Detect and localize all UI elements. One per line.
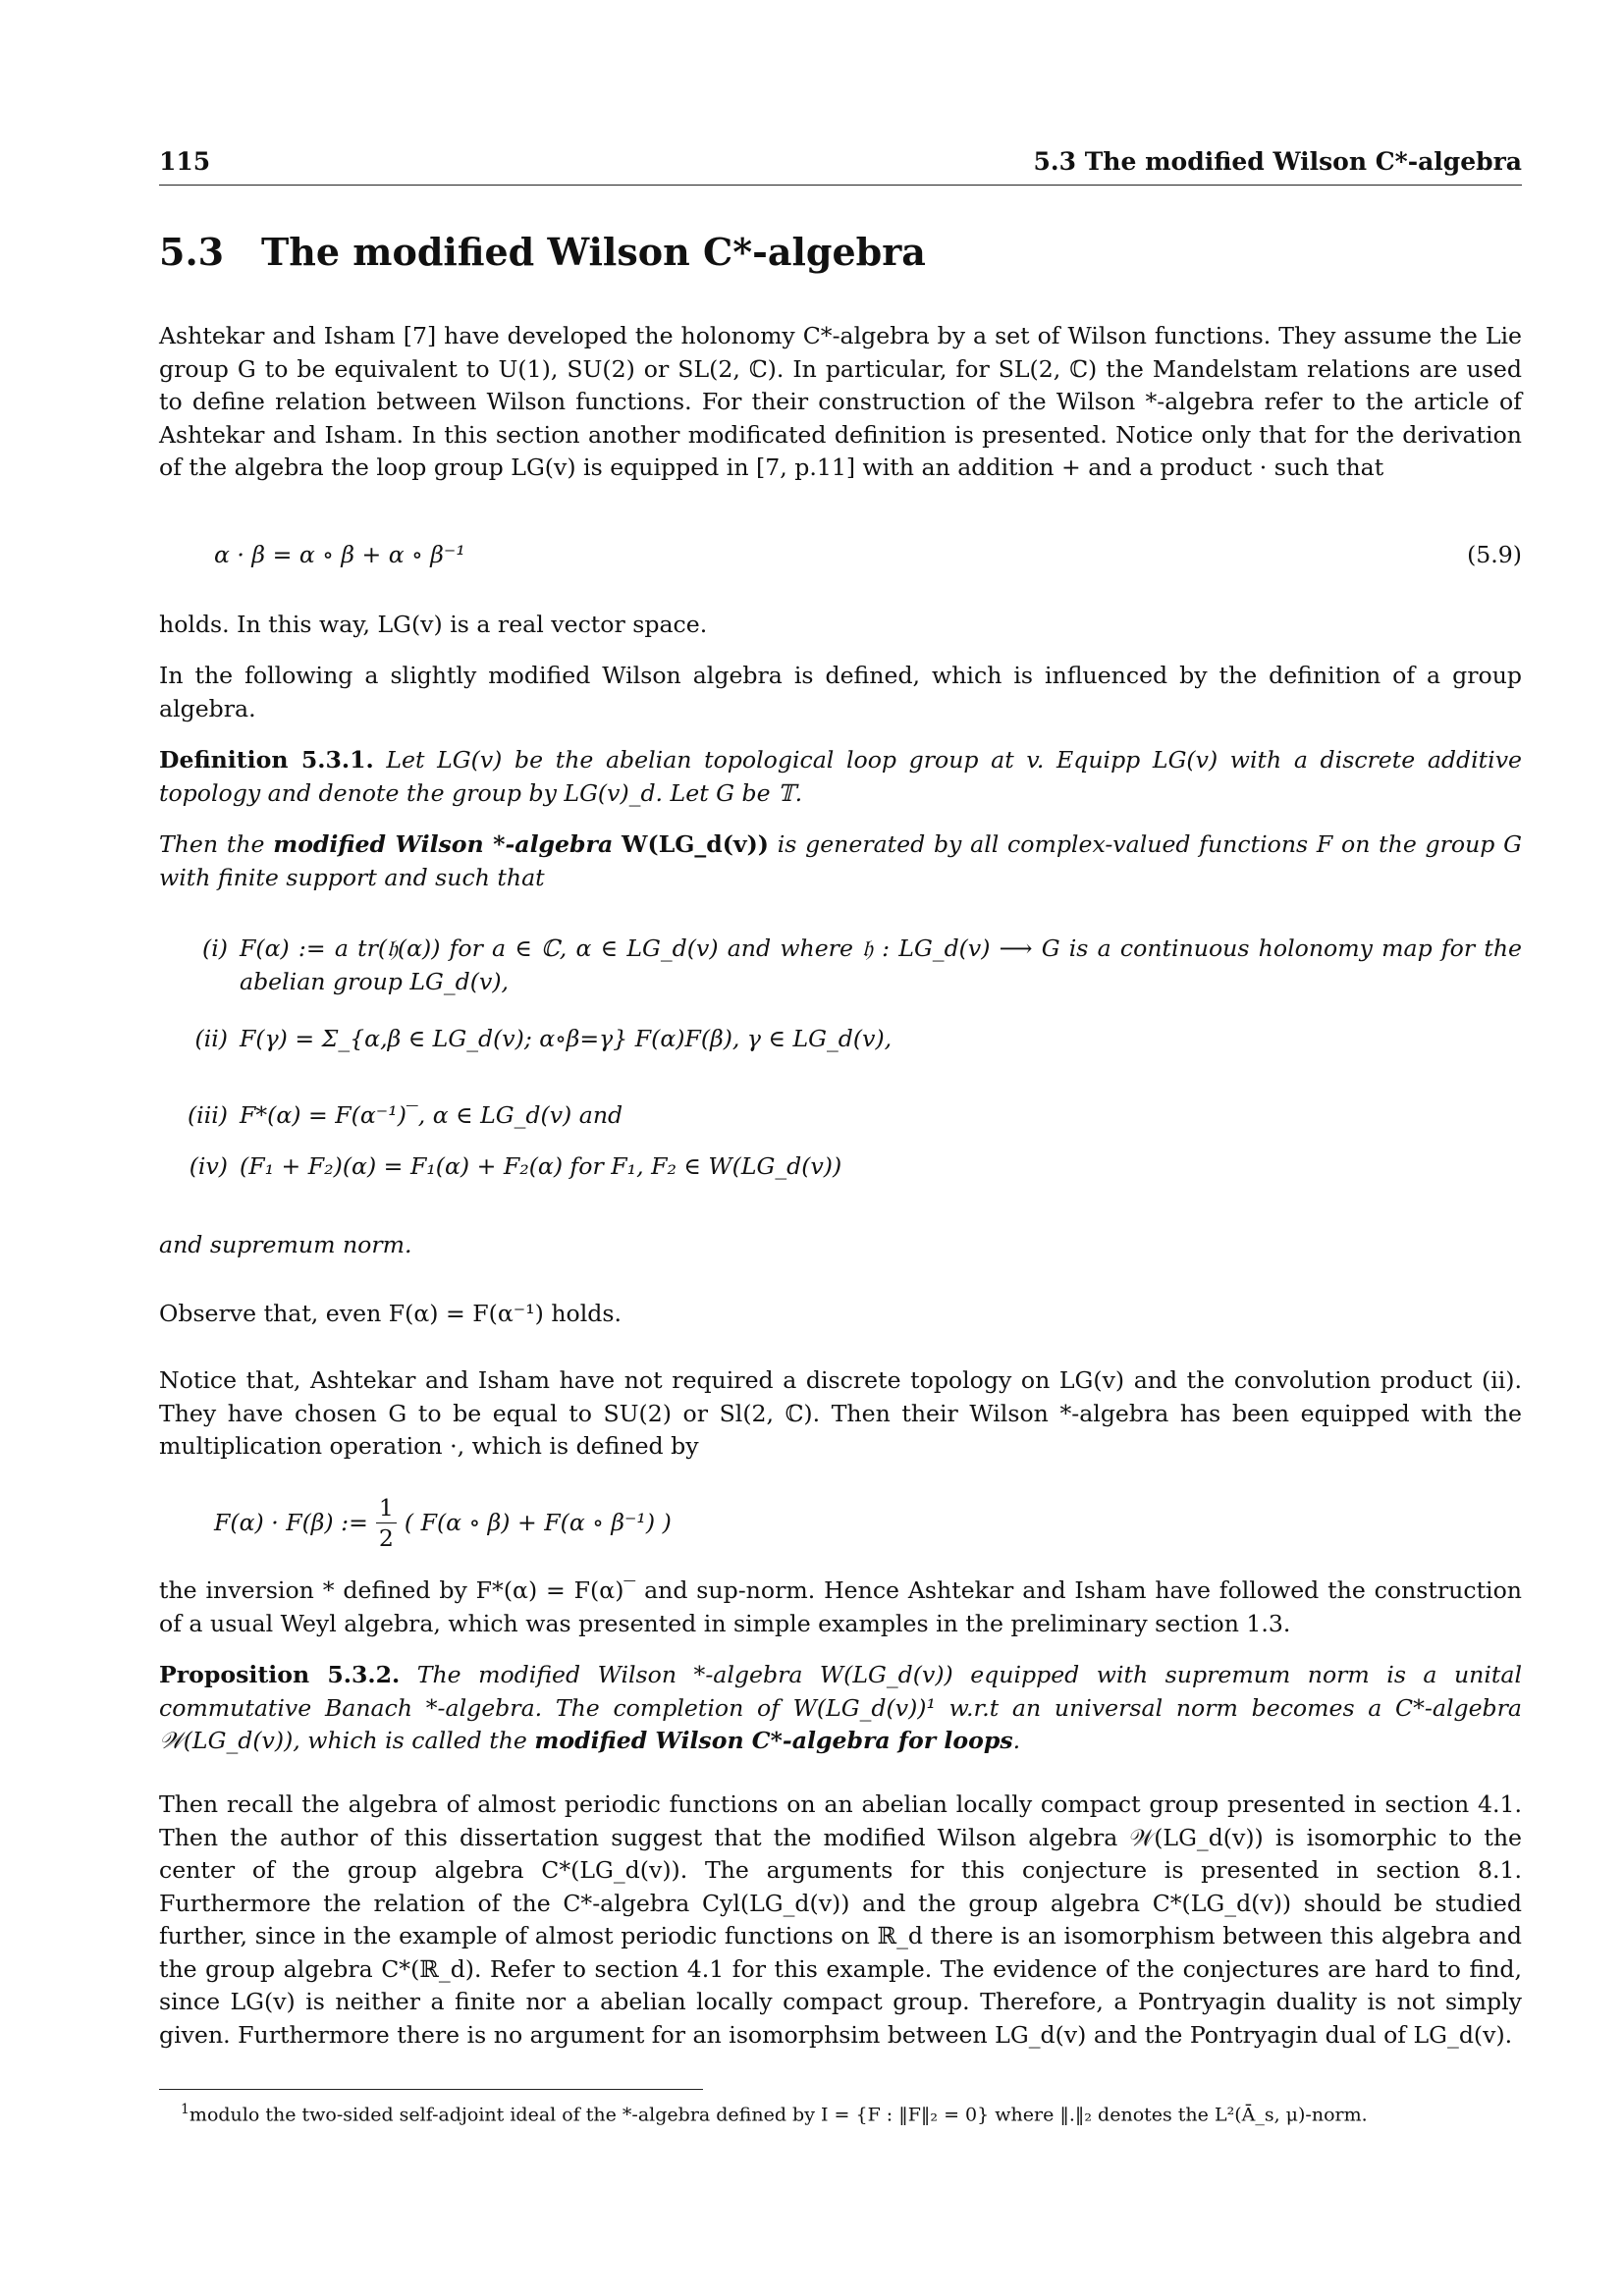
footnote-text: modulo the two-sided self-adjoint ideal of the *-algebra defined by I = {F : ‖F‖₂ = 0} where ‖.‖₂ denotes the L²(Ā_s, μ)-norm. <box>189 2104 1368 2126</box>
definition-item <box>159 1150 1522 1184</box>
frac-numerator: 1 <box>376 1493 397 1523</box>
definition-then-suffix: is generated by all complex-valued functions F on the group G with finite support and such that <box>159 830 1523 891</box>
frac-denominator: 2 <box>378 1523 394 1552</box>
item-label: (ii) <box>194 1025 228 1052</box>
observe-paragraph: Observe that, even F(α) = F(α⁻¹) holds. <box>159 1300 623 1327</box>
item-text: F(γ) = Σ_{α,β ∈ LG_d(v); α∘β=γ} F(α)F(β), γ ∈ LG_d(v), <box>240 1025 893 1052</box>
proposition-label: Proposition 5.3.2. <box>159 1661 401 1688</box>
definition-item <box>159 1023 1522 1056</box>
running-title: 5.3 The modified Wilson C*-algebra <box>1033 147 1522 176</box>
mult-rhs: ( F(α ∘ β) + F(α ∘ β⁻¹) ) <box>404 1509 672 1536</box>
definition-then <box>159 828 1522 894</box>
running-head <box>159 147 1522 177</box>
one-half-fraction <box>376 1493 397 1553</box>
item-text: F(α) := a tr(𝔥(α)) for a ∈ ℂ, α ∈ LG_d(v) and where 𝔥 : LG_d(v) ⟶ G is a continuous holonomy map for the abelian group LG_d(v), <box>240 934 1522 995</box>
inversion-paragraph: the inversion * defined by F*(α) = F(α)‾ and sup-norm. Hence Ashtekar and Isham have followed the construction of a usual Weyl algebra, which was presented in simple examples in the preliminary section 1.3. <box>159 1576 1522 1637</box>
equation-label: (5.9) <box>1467 541 1522 568</box>
equation-body: α · β = α ∘ β + α ∘ β⁻¹ <box>214 541 465 568</box>
definition-then-prefix: Then the <box>159 830 265 858</box>
item-text: F*(α) = F(α⁻¹)‾, α ∈ LG_d(v) and <box>240 1101 623 1129</box>
definition-item <box>159 933 1522 998</box>
after-equation-paragraph: holds. In this way, LG(v) is a real vector space. <box>159 611 708 638</box>
footnote <box>181 2097 1522 2127</box>
definition-label: Definition 5.3.1. <box>159 746 374 774</box>
item-label: (iii) <box>187 1101 228 1129</box>
proposition-term: modified Wilson C*-algebra for loops <box>534 1727 1013 1754</box>
item-label: (iv) <box>189 1152 228 1180</box>
intro-paragraph: Ashtekar and Isham [7] have developed the holonomy C*-algebra by a set of Wilson functions. They assume the Lie group G to be equivalent to U(1), SU(2) or SL(2, ℂ). In particular, for SL(2, ℂ) the Mandelstam relations are used to define relation between Wilson functions. For their construction of the Wilson *-algebra refer to the article of Ashtekar and Isham. In this section another modificated definition is presented. Notice only that for the derivation of the algebra the loop group LG(v) is equipped in [7, p.11] with an addition + and a product · such that <box>159 322 1522 481</box>
multiplication-equation <box>214 1478 672 1567</box>
proposition-end: . <box>1012 1727 1021 1754</box>
mult-lhs: F(α) · F(β) := <box>214 1509 368 1536</box>
section-title <box>159 228 926 277</box>
proposition-text: The modified Wilson *-algebra W(LG_d(v)) equipped with supremum norm is a unital commutative Banach *-algebra. The completion of W(LG_d(v))¹ w.r.t an universal norm becomes a C*-algebra 𝒲(LG_d(v)), which is called the <box>159 1661 1522 1754</box>
definition-item <box>159 1099 1522 1133</box>
page-number: 115 <box>159 147 211 176</box>
header-rule <box>159 185 1522 186</box>
definition-symbol: W(LG_d(v)) <box>622 830 769 858</box>
proposition-block <box>159 1659 1522 1758</box>
equation-5-9 <box>159 538 1522 571</box>
footnote-mark: 1 <box>181 2102 189 2117</box>
notice-paragraph: Notice that, Ashtekar and Isham have not required a discrete topology on LG(v) and the convolution product (ii). They have chosen G to be equal to SU(2) or Sl(2, ℂ). Then their Wilson *-algebra has been equipped with the multiplication operation ·, which is defined by <box>159 1366 1522 1460</box>
footnote-rule <box>159 2089 703 2090</box>
section-number: 5.3 <box>159 230 225 274</box>
section-heading: The modified Wilson C*-algebra <box>261 230 926 274</box>
item-text: (F₁ + F₂)(α) = F₁(α) + F₂(α) for F₁, F₂ ∈ W(LG_d(v)) <box>240 1152 842 1180</box>
closing-paragraph: Then recall the algebra of almost periodic functions on an abelian locally compact group presented in section 4.1. Then the author of this dissertation suggest that the modified Wilson algebra 𝒲(LG_d(v)) is isomorphic to the center of the group algebra C*(LG_d(v)). The arguments for this conjecture is presented in section 8.1. Furthermore the relation of the C*-algebra Cyl(LG_d(v)) and the group algebra C*(LG_d(v)) should be studied further, since in the example of almost periodic functions on ℝ_d there is an isomorphism between this algebra and the group algebra C*(ℝ_d). Refer to section 4.1 for this example. The evidence of the conjectures are hard to find, since LG(v) is neither a finite nor a abelian locally compact group. Therefore, a Pontryagin duality is not simply given. Furthermore there is no argument for an isomorphsim between LG_d(v) and the Pontryagin dual of LG_d(v). <box>159 1790 1522 2049</box>
following-paragraph: In the following a slightly modified Wilson algebra is defined, which is influenced by the definition of a group algebra. <box>159 662 1522 722</box>
definition-block <box>159 744 1522 810</box>
definition-text: Let LG(v) be the abelian topological loop group at v. Equipp LG(v) with a discrete additive topology and denote the group by LG(v)_d. Let G be 𝕋. <box>159 746 1522 807</box>
item-label: (i) <box>202 934 228 962</box>
definition-term: modified Wilson *-algebra <box>273 830 614 858</box>
definition-closing: and supremum norm. <box>159 1231 412 1258</box>
